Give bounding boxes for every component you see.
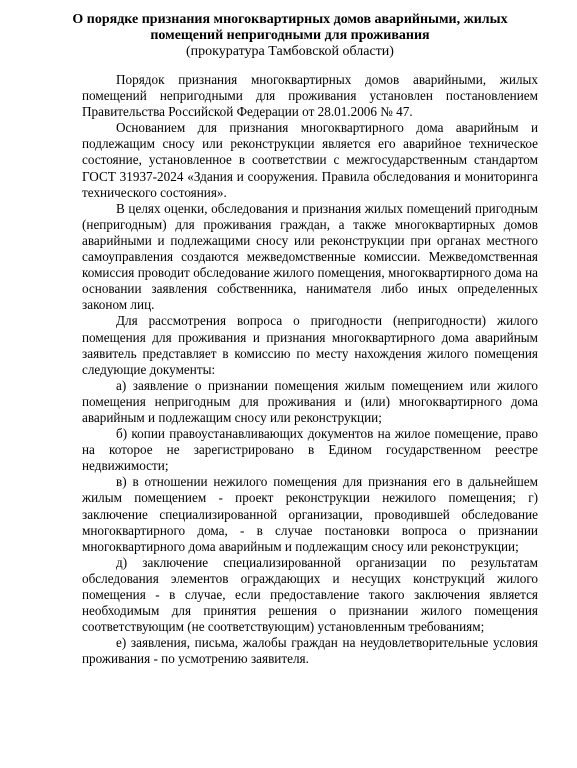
document-header: [60, 12, 520, 60]
list-item-d: д) заключение специализированной организации по результатам обследования элементов ограждающих и несущих конструкций жилого помещения - в случае, если предоставление такого заключения является необходимым для принятия решения о признании жилого помещения соответствующим (не соответствующим) установленным требованиям;: [82, 554, 538, 635]
document-subtitle: (прокуратура Тамбовской области): [186, 44, 394, 59]
paragraph-documents-intro: Для рассмотрения вопроса о пригодности (непригодности) жилого помещения для проживания и признания многоквартирного дома аварийным заявитель представляет в комиссию по месту нахождения жилого помещения следующие документы:: [82, 313, 538, 377]
list-item-v-g: в) в отношении нежилого помещения для признания его в дальнейшем жилым помещением - проект реконструкции нежилого помещения; г) заключение специализированной организации, проводившей обследование многоквартирного дома, - в случае постановки вопроса о признании многоквартирного дома аварийным и подлежащим сносу или реконструкции;: [82, 474, 538, 554]
paragraph-legal-basis: Порядок признания многоквартирных домов аварийными, жилых помещений непригодными для проживания установлен постановлением Правительства Российской Федерации от 28.01.2006 № 47.: [82, 72, 538, 120]
document-title: О порядке признания многоквартирных домов аварийными, жилых помещений непригодными для проживания: [72, 12, 508, 43]
list-item-b: б) копии правоустанавливающих документов на жилое помещение, право на которое не зарегистрировано в Едином государственном реестре недвижимости;: [82, 426, 538, 474]
list-item-e: е) заявления, письма, жалобы граждан на неудовлетворительные условия проживания - по усмотрению заявителя.: [82, 635, 538, 667]
paragraph-grounds: Основанием для признания многоквартирного дома аварийным и подлежащим сносу или реконструкции является его аварийное техническое состояние, установленное в соответствии с межгосударственным стандартом ГОСТ 31937-2024 «Здания и сооружения. Правила обследования и мониторинга технического состояния».: [82, 120, 538, 200]
document-body: [82, 72, 538, 667]
paragraph-commissions: В целях оценки, обследования и признания жилых помещений пригодным (непригодным) для проживания граждан, а также многоквартирных домов аварийными и подлежащими сносу или реконструкции при органах местного самоуправления создаются межведомственные комиссии. Межведомственная комиссия проводит обследование жилого помещения, многоквартирного дома на основании заявления собственника, нанимателя либо иных определенных законом лиц.: [82, 200, 538, 313]
list-item-a: а) заявление о признании помещения жилым помещением или жилого помещения непригодным для проживания и (или) многоквартирного дома аварийным и подлежащим сносу или реконструкции;: [82, 377, 538, 425]
